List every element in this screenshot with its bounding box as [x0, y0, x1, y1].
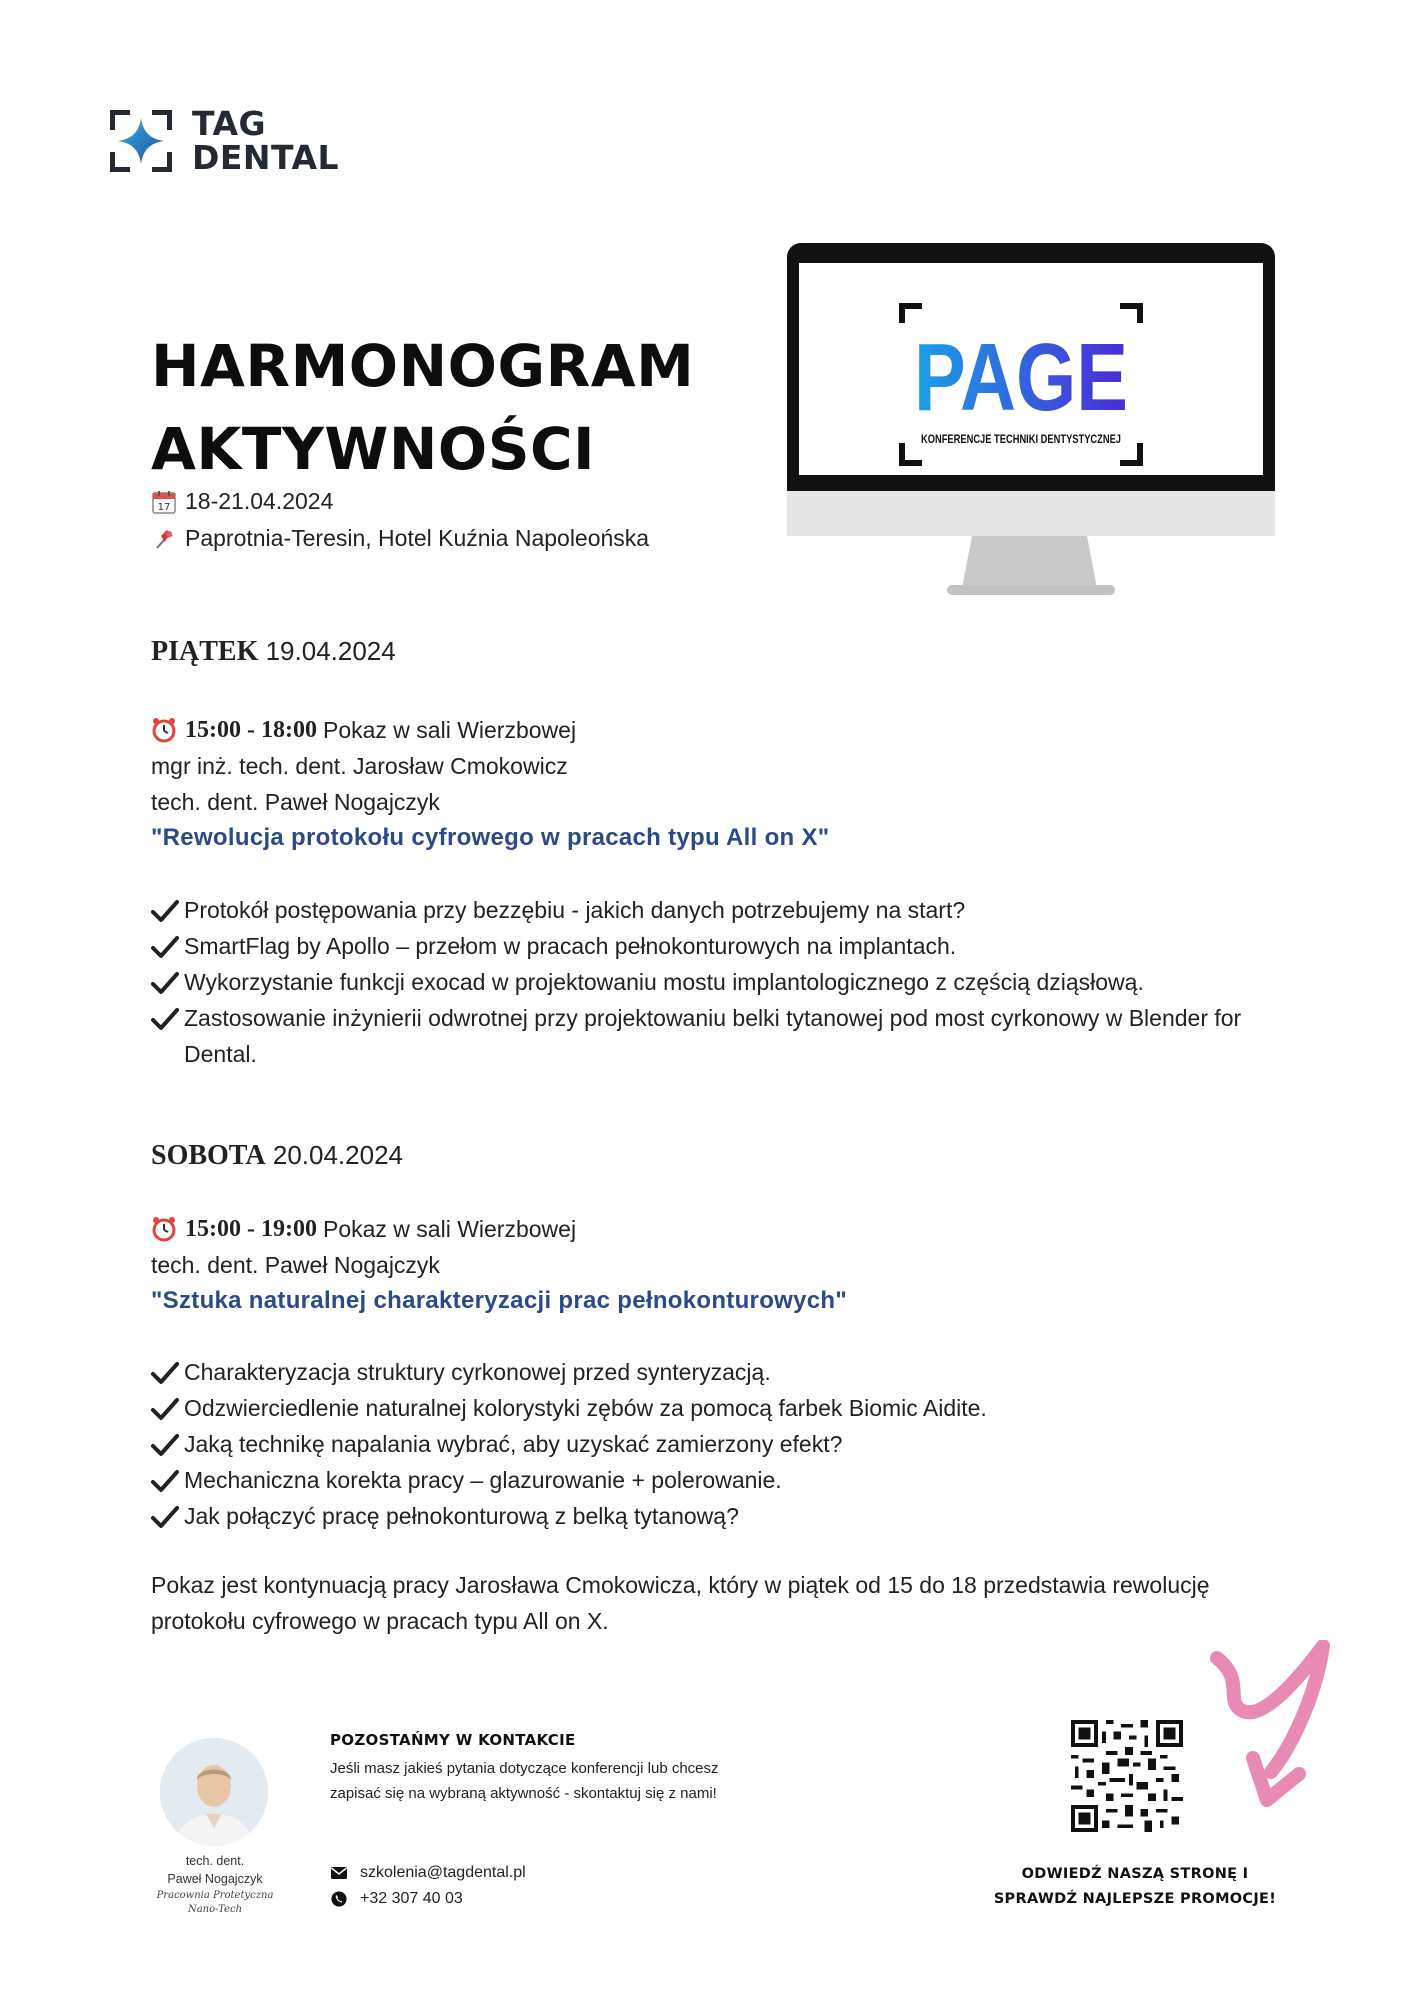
- friday-date: 19.04.2024: [265, 636, 396, 666]
- cta-text: [945, 1862, 1325, 1912]
- friday-heading: [151, 636, 396, 668]
- email-text[interactable]: szkolenia@tagdental.pl: [360, 1864, 526, 1881]
- monitor-illustration: [787, 243, 1275, 636]
- calendar-day-number: 17: [157, 501, 171, 513]
- contact-description: Jeśli masz jakieś pytania dotyczące konferencji lub chcesz zapisać się na wybraną aktywność - skontaktuj się z nami!: [330, 1760, 719, 1802]
- check-icon: [151, 971, 179, 995]
- friday-point-4: Zastosowanie inżynierii odwrotnej przy projektowaniu belki tytanowej pod most cyrkonowy w Blender for Dental.: [184, 1005, 1242, 1067]
- tag-dental-logo-icon: [104, 104, 178, 178]
- check-icon: [151, 1397, 179, 1421]
- saturday-point-1: Charakteryzacja struktury cyrkonowej przed synteryzacją.: [184, 1359, 771, 1385]
- person-title: tech. dent.: [185, 1854, 245, 1868]
- friday-room: Pokaz w sali Wierzbowej: [322, 717, 577, 743]
- friday-points: [151, 892, 1281, 1072]
- check-icon: [151, 1433, 179, 1457]
- list-item: [151, 928, 1281, 964]
- signature: [140, 1889, 290, 1917]
- check-icon: [151, 1505, 179, 1529]
- friday-time-line: [151, 712, 1271, 748]
- friday-point-2: SmartFlag by Apollo – przełom w pracach pełnokonturowych na implantach.: [184, 933, 957, 959]
- tag-dental-logo: [104, 104, 364, 178]
- saturday-point-4: Mechaniczna korekta pracy – glazurowanie + polerowanie.: [184, 1467, 782, 1493]
- phone-icon: [330, 1891, 348, 1907]
- signature-line-2: Nano-Tech: [187, 1904, 243, 1915]
- event-location: [151, 525, 649, 552]
- contact-title: POZOSTAŃMY W KONTAKCIE: [330, 1731, 576, 1749]
- title-line-2: AKTYWNOŚCI: [151, 415, 596, 483]
- pin-icon: [151, 526, 177, 552]
- contact-phone[interactable]: [330, 1890, 463, 1908]
- alarm-clock-icon: [151, 717, 177, 743]
- logo-line-2: DENTAL: [192, 138, 340, 177]
- title-line-1: HARMONOGRAM: [151, 332, 695, 400]
- calendar-icon: [151, 489, 177, 515]
- saturday-points: [151, 1354, 1281, 1534]
- logo-line-1: TAG: [192, 104, 267, 143]
- check-icon: [151, 1361, 179, 1385]
- friday-point-3: Wykorzystanie funkcji exocad w projektowaniu mostu implantologicznego z częścią dziąsłową.: [184, 969, 1144, 995]
- friday-speaker-2: tech. dent. Paweł Nogajczyk: [151, 789, 440, 815]
- signature-line-1: Pracownia Protetyczna: [156, 1890, 274, 1901]
- friday-point-1: Protokół postępowania przy bezzębiu - jakich danych potrzebujemy na start?: [184, 897, 966, 923]
- page-logo-subtitle: KONFERENCJE TECHNIKI DENTYSTYCZNEJ: [921, 432, 1121, 446]
- page-title: [151, 325, 694, 491]
- contact-email[interactable]: [330, 1864, 526, 1882]
- saturday-day-label: SOBOTA: [151, 1140, 266, 1171]
- list-item: [151, 1000, 1281, 1072]
- qr-code[interactable]: [1071, 1720, 1183, 1832]
- person-photo: [160, 1738, 268, 1846]
- friday-time: 15:00 - 18:00: [185, 717, 317, 743]
- mail-icon: [330, 1865, 348, 1881]
- saturday-point-3: Jaką technikę napalania wybrać, aby uzyskać zamierzony efekt?: [184, 1431, 843, 1457]
- saturday-date: 20.04.2024: [272, 1140, 403, 1170]
- event-dates: [151, 488, 333, 515]
- saturday-time-line: [151, 1211, 1271, 1247]
- avatar: [160, 1738, 268, 1846]
- check-icon: [151, 935, 179, 959]
- phone-text[interactable]: +32 307 40 03: [360, 1890, 463, 1907]
- check-icon: [151, 1469, 179, 1493]
- list-item: [151, 1390, 1281, 1426]
- arrow-icon: [1205, 1640, 1335, 1820]
- list-item: [151, 892, 1281, 928]
- cta-line-2: SPRAWDŹ NAJLEPSZE PROMOCJE!: [993, 1891, 1277, 1907]
- location-text: Paprotnia-Teresin, Hotel Kuźnia Napoleońska: [185, 525, 650, 551]
- friday-session: [151, 712, 1271, 856]
- alarm-clock-icon: [151, 1216, 177, 1242]
- friday-talk-title: "Rewolucja protokołu cyfrowego w pracach typu All on X": [151, 824, 830, 851]
- saturday-time: 15:00 - 19:00: [185, 1216, 317, 1242]
- friday-speaker-1: mgr inż. tech. dent. Jarosław Cmokowicz: [151, 753, 568, 779]
- saturday-point-5: Jak połączyć pracę pełnokonturową z belką tytanową?: [184, 1503, 739, 1529]
- list-item: [151, 964, 1281, 1000]
- dates-text: 18-21.04.2024: [185, 488, 334, 514]
- continuation-note: Pokaz jest kontynuacją pracy Jarosława Cmokowicza, który w piątek od 15 do 18 przedstawia rewolucję protokołu cyfrowego w pracach typu All on X.: [151, 1572, 1210, 1634]
- cta-line-1: ODWIEDŹ NASZĄ STRONĘ I: [1021, 1866, 1249, 1882]
- list-item: [151, 1426, 1281, 1462]
- friday-day-label: PIĄTEK: [151, 636, 259, 667]
- check-icon: [151, 1007, 179, 1031]
- saturday-room: Pokaz w sali Wierzbowej: [322, 1216, 577, 1242]
- saturday-point-2: Odzwierciedlenie naturalnej kolorystyki zębów za pomocą farbek Biomic Aidite.: [184, 1395, 987, 1421]
- person-name: Paweł Nogajczyk: [167, 1872, 263, 1886]
- page-logo-word: PAGE: [914, 324, 1128, 431]
- saturday-talk-title: "Sztuka naturalnej charakteryzacji prac pełnokonturowych": [151, 1287, 848, 1314]
- logo-wordmark: [192, 104, 340, 177]
- check-icon: [151, 899, 179, 923]
- list-item: [151, 1354, 1281, 1390]
- list-item: [151, 1462, 1281, 1498]
- saturday-session: [151, 1211, 1271, 1319]
- saturday-heading: [151, 1140, 403, 1172]
- list-item: [151, 1498, 1281, 1534]
- saturday-speaker-1: tech. dent. Paweł Nogajczyk: [151, 1252, 440, 1278]
